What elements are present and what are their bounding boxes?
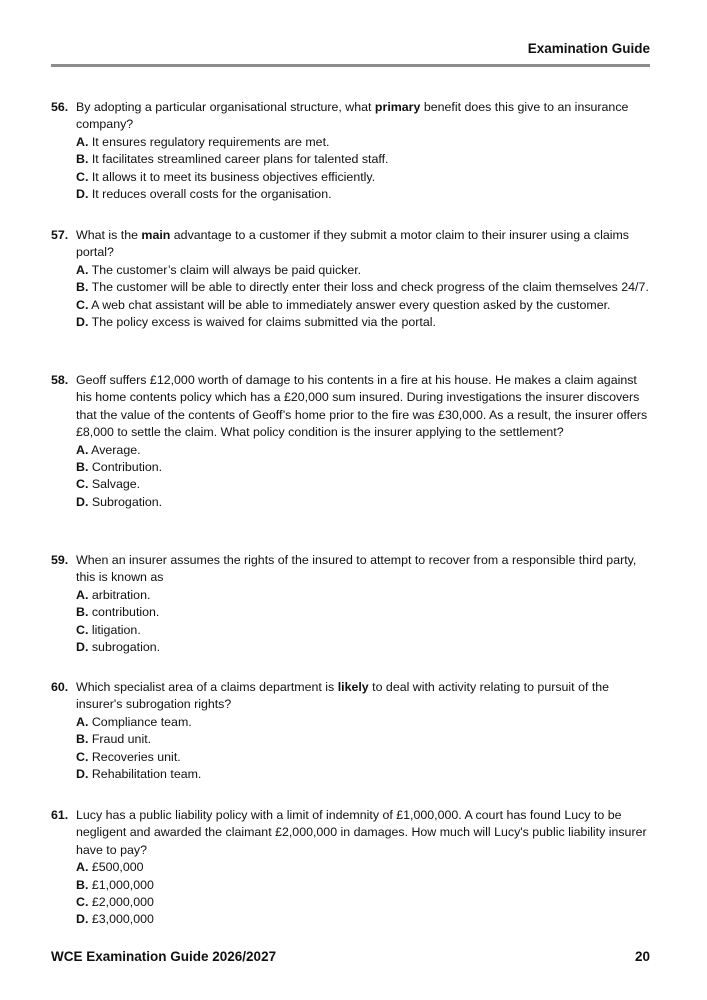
emphasis: likely: [337, 680, 369, 694]
question-stem: Which specialist area of a claims department is likely to deal with activity relating to pursuit of the insurer's subrogation rights?: [76, 680, 610, 712]
question-61: [51, 807, 651, 929]
option-b: B. contribution.: [76, 605, 160, 620]
question-59: [51, 552, 651, 656]
option-c: C. Salvage.: [76, 477, 141, 492]
emphasis: primary: [374, 100, 421, 114]
option-a: A. arbitration.: [76, 587, 151, 602]
option-c: C. litigation.: [76, 622, 141, 637]
option-d: D. Subrogation.: [76, 494, 163, 509]
question-number: 56.: [51, 100, 69, 114]
question-number: 58.: [51, 373, 69, 387]
page-header-title: Examination Guide: [527, 41, 650, 56]
question-stem: By adopting a particular organisational structure, what primary benefit does this give to an insurance company?: [76, 100, 629, 132]
question-60: [51, 679, 651, 783]
option-b: B. Fraud unit.: [76, 732, 152, 747]
question-number: 61.: [51, 808, 69, 822]
option-d: D. £3,000,000: [76, 912, 154, 927]
question-number: 57.: [51, 228, 69, 242]
option-c: C. It allows it to meet its business objectives efficiently.: [76, 169, 376, 184]
option-d: D. The policy excess is waived for claims submitted via the portal.: [76, 315, 436, 330]
question-stem: What is the main advantage to a customer if they submit a motor claim to their insurer using a claims portal?: [76, 228, 629, 260]
option-c: C. Recoveries unit.: [76, 749, 181, 764]
option-c: C. £2,000,000: [76, 895, 154, 910]
option-b: B. It facilitates streamlined career plans for talented staff.: [76, 152, 389, 167]
option-d: D. It reduces overall costs for the organisation.: [76, 187, 332, 202]
option-c: C. A web chat assistant will be able to immediately answer every question asked by the customer.: [76, 297, 611, 312]
question-number: 60.: [51, 680, 69, 694]
question-56: [51, 99, 651, 203]
question-57: [51, 227, 651, 331]
question-stem: When an insurer assumes the rights of the insured to attempt to recover from a responsible third party, this is known as: [76, 553, 637, 585]
option-d: D. subrogation.: [76, 640, 161, 655]
option-b: B. The customer will be able to directly enter their loss and check progress of the claim themselves 24/7.: [76, 280, 649, 295]
emphasis: main: [141, 228, 171, 242]
footer-document-title: WCE Examination Guide 2026/2027: [51, 949, 277, 964]
option-b: B. £1,000,000: [76, 877, 154, 892]
option-a: A. £500,000: [76, 860, 144, 875]
option-a: A. Compliance team.: [76, 714, 192, 729]
footer-page-number: 20: [634, 949, 650, 964]
question-58: [51, 372, 651, 511]
option-a: A. It ensures regulatory requirements are met.: [76, 134, 330, 149]
option-d: D. Rehabilitation team.: [76, 767, 202, 782]
question-stem: Geoff suffers £12,000 worth of damage to his contents in a fire at his house. He makes a claim against his home contents policy which has a £20,000 sum insured. During investigations the insurer discovers that the value of the contents of Geoff’s home prior to the fire was £30,000. As a result, the insurer offers £8,000 to settle the claim. What policy condition is the insurer applying to the settlement?: [76, 373, 648, 440]
question-stem: Lucy has a public liability policy with a limit of indemnity of £1,000,000. A court has found Lucy to be negligent and awarded the claimant £2,000,000 in damages. How much will Lucy's public liability insurer have to pay?: [76, 808, 647, 857]
header-divider: [51, 64, 650, 67]
option-a: A. The customer’s claim will always be paid quicker.: [76, 262, 362, 277]
question-number: 59.: [51, 553, 69, 567]
option-a: A. Average.: [76, 442, 141, 457]
option-b: B. Contribution.: [76, 460, 163, 475]
